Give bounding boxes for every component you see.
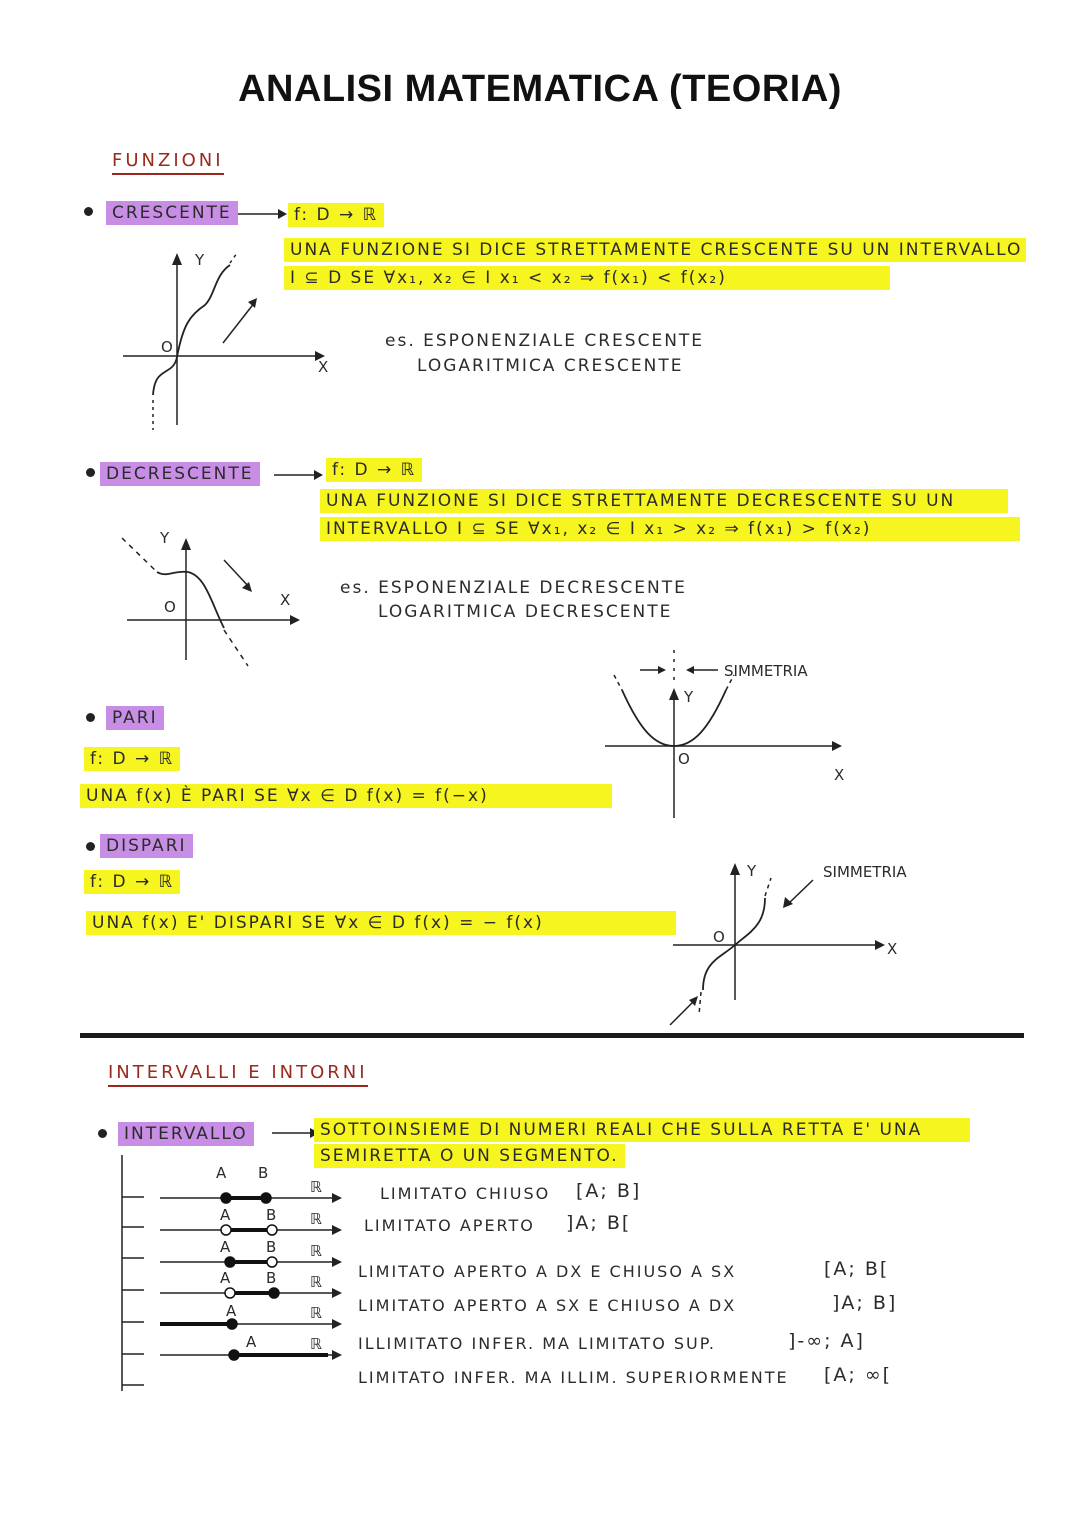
decrescente-definition-line2: INTERVALLO I ⊆ SE ∀x₁, x₂ ∈ I x₁ > x₂ ⇒ f(x₁) > f(x₂) [320,517,1020,541]
interval-notation: [A; B] [576,1180,642,1202]
label-pari: PARI [106,706,164,730]
section-heading-funzioni: FUNZIONI [112,150,224,175]
open-endpoint [267,1225,277,1235]
decrescente-example-1: es. ESPONENZIALE DECRESCENTE [340,578,687,598]
crescente-example-1: es. ESPONENZIALE CRESCENTE [385,331,705,351]
closed-endpoint [227,1319,237,1329]
closed-endpoint [269,1288,279,1298]
interval-number-lines [150,1160,360,1400]
crescente-definition-line2: I ⊆ D SE ∀x₁, x₂ ∈ I x₁ < x₂ ⇒ f(x₁) < f(x₂) [284,266,890,290]
point-a-label: A [226,1302,237,1320]
dispari-mapping: f: D → ℝ [84,870,180,894]
symmetry-label: SIMMETRIA [724,662,808,680]
point-b-label: B [266,1238,277,1256]
closed-endpoint [261,1193,271,1203]
intervallo-definition-line2: SEMIRETTA O UN SEGMENTO. [314,1144,625,1168]
decrescente-definition-line1: UNA FUNZIONE SI DICE STRETTAMENTE DECRESCENTE SU UN [320,489,1008,513]
point-a-label: A [216,1164,227,1182]
arrow-icon [274,465,324,485]
bullet [86,713,95,722]
interval-notation: ]A; B] [832,1292,898,1314]
pari-mapping: f: D → ℝ [84,747,180,771]
decrescente-example-2: LOGARITMICA DECRESCENTE [378,602,673,622]
open-endpoint [267,1257,277,1267]
arrow-icon [332,1257,342,1267]
interval-description: LIMITATO APERTO A SX E CHIUSO A DX [358,1296,737,1315]
interval-notation: ]A; B[ [566,1212,632,1234]
bullet [86,842,95,851]
origin-label: O [161,338,173,356]
point-a-label: A [246,1333,257,1351]
symmetry-label: SIMMETRIA [823,863,907,881]
point-a-label: A [220,1269,231,1287]
section-divider [80,1033,1024,1038]
label-decrescente: DECRESCENTE [100,462,260,486]
arrow-icon [332,1350,342,1360]
real-symbol-label: ℝ [310,1242,322,1260]
interval-description: LIMITATO APERTO A DX E CHIUSO A SX [358,1262,737,1281]
dispari-definition: UNA f(x) E' DISPARI SE ∀x ∈ D f(x) = − f(x) [86,911,676,935]
open-endpoint [225,1288,235,1298]
axis-x-label: X [834,766,845,784]
interval-notation: [A; B[ [824,1258,890,1280]
real-symbol-label: ℝ [310,1210,322,1228]
origin-label: O [713,928,725,946]
axis-y-label: Y [747,862,757,880]
point-b-label: B [266,1269,277,1287]
origin-label: O [678,750,690,768]
crescente-mapping: f: D → ℝ [288,203,384,227]
real-symbol-label: ℝ [310,1273,322,1291]
intervallo-definition-line1: SOTTOINSIEME DI NUMERI REALI CHE SULLA RETTA E' UNA [314,1118,970,1142]
arrow-icon [332,1193,342,1203]
arrow-icon [238,204,288,224]
real-symbol-label: ℝ [310,1335,322,1353]
point-a-label: A [220,1206,231,1224]
interval-notation: ]-∞; A] [788,1330,865,1352]
interval-tree-bracket [110,1155,150,1395]
closed-endpoint [221,1193,231,1203]
axis-x-label: X [887,940,898,958]
bullet [98,1129,107,1138]
label-intervallo: INTERVALLO [118,1122,254,1146]
interval-description: LIMITATO INFER. MA ILLIM. SUPERIORMENTE [358,1368,789,1387]
pari-definition: UNA f(x) È PARI SE ∀x ∈ D f(x) = f(−x) [80,784,612,808]
real-symbol-label: ℝ [310,1304,322,1322]
axis-x-label: X [280,591,291,609]
open-endpoint [221,1225,231,1235]
real-symbol-label: ℝ [310,1178,322,1196]
section-heading-intervalli: INTERVALLI E INTORNI [108,1062,368,1087]
graph-crescente [115,245,345,435]
arrow-icon [332,1225,342,1235]
graph-dispari [665,850,945,1030]
axis-y-label: Y [160,529,170,547]
point-b-label: B [266,1206,277,1224]
interval-notation: [A; ∞[ [824,1364,893,1386]
interval-description: LIMITATO APERTO [364,1216,535,1235]
graph-pari [600,650,860,830]
page-title: ANALISI MATEMATICA (TEORIA) [238,68,842,110]
closed-endpoint [229,1350,239,1360]
interval-description: ILLIMITATO INFER. MA LIMITATO SUP. [358,1334,716,1353]
graph-decrescente [112,530,312,670]
origin-label: O [164,598,176,616]
point-b-label: B [258,1164,269,1182]
closed-endpoint [225,1257,235,1267]
label-crescente: CRESCENTE [106,201,238,225]
arrow-icon [332,1319,342,1329]
bullet [86,468,95,477]
point-a-label: A [220,1238,231,1256]
axis-x-label: X [318,358,329,376]
crescente-example-2: LOGARITMICA CRESCENTE [417,356,684,376]
interval-description: LIMITATO CHIUSO [380,1184,551,1203]
decrescente-mapping: f: D → ℝ [326,458,422,482]
axis-y-label: Y [195,251,205,269]
bullet [84,207,93,216]
label-dispari: DISPARI [100,834,193,858]
axis-y-label: Y [684,688,694,706]
arrow-icon [332,1288,342,1298]
crescente-definition-line1: UNA FUNZIONE SI DICE STRETTAMENTE CRESCENTE SU UN INTERVALLO [284,238,1026,262]
